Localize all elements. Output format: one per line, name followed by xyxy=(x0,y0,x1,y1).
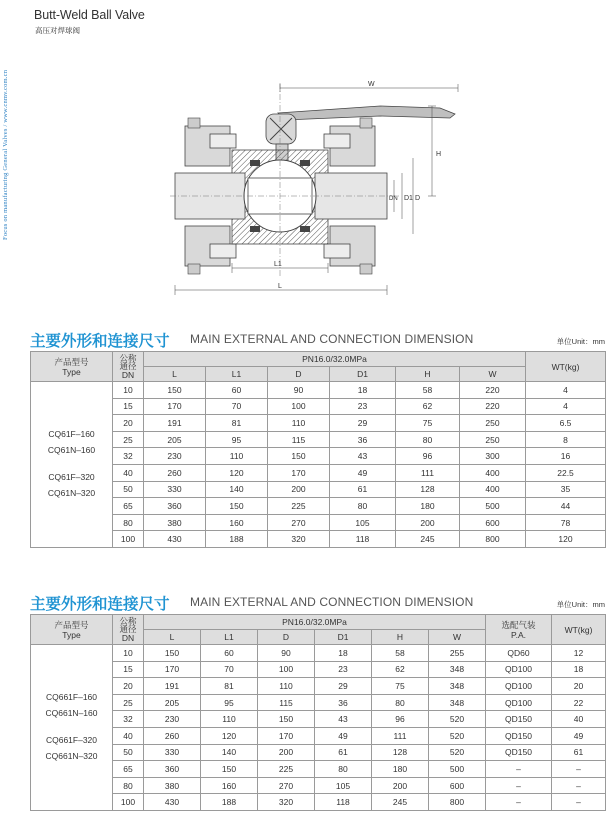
table-cell: 200 xyxy=(258,744,315,761)
table-cell: 22 xyxy=(552,694,606,711)
table-cell: 800 xyxy=(429,794,486,811)
table-cell: 43 xyxy=(315,711,372,728)
table-cell: 58 xyxy=(372,645,429,662)
table-row xyxy=(31,744,606,761)
table-cell: 600 xyxy=(429,777,486,794)
table-cell: 80 xyxy=(372,694,429,711)
header-col-l1: L1 xyxy=(206,367,268,382)
header-col-l: L xyxy=(144,367,206,382)
table-cell: 80 xyxy=(113,514,144,531)
table-cell: 8 xyxy=(526,431,606,448)
type-name: CQ661F–160 xyxy=(45,692,98,703)
header-wt: WT(kg) xyxy=(526,352,606,382)
table-cell: QD100 xyxy=(486,678,552,695)
table-row xyxy=(31,448,606,465)
side-tagline: Focus on manufacturing General Valves / www.cnmv.com.cn xyxy=(2,69,9,240)
table-row xyxy=(31,431,606,448)
table-cell: 160 xyxy=(201,777,258,794)
table-cell: 225 xyxy=(268,498,330,515)
table-cell: 115 xyxy=(258,694,315,711)
table-cell: 32 xyxy=(113,448,144,465)
type-name: CQ61N–320 xyxy=(47,487,96,498)
table-cell: 58 xyxy=(396,382,460,399)
table-cell: 230 xyxy=(144,448,206,465)
table-cell: 110 xyxy=(258,678,315,695)
table-cell: 65 xyxy=(113,498,144,515)
table-cell: 75 xyxy=(396,415,460,432)
section1-header xyxy=(30,329,605,349)
header-type xyxy=(31,615,113,645)
table-cell: 150 xyxy=(258,711,315,728)
table-cell: 600 xyxy=(460,514,526,531)
table-cell: – xyxy=(486,794,552,811)
table-cell: 62 xyxy=(396,398,460,415)
table-cell: 80 xyxy=(330,498,396,515)
table-row xyxy=(31,531,606,548)
table-cell: – xyxy=(486,777,552,794)
header-dn xyxy=(113,615,144,645)
header-wt: WT(kg) xyxy=(552,615,606,645)
table-cell: 110 xyxy=(201,711,258,728)
table-cell: 140 xyxy=(201,744,258,761)
table-cell: 260 xyxy=(144,727,201,744)
table-cell: 61 xyxy=(330,481,396,498)
header-dn xyxy=(113,352,144,382)
table-cell: 20 xyxy=(552,678,606,695)
header-type-en: Type xyxy=(62,629,81,640)
table-cell: 62 xyxy=(372,661,429,678)
table-cell: 96 xyxy=(396,448,460,465)
section2-title-en: MAIN EXTERNAL AND CONNECTION DIMENSION xyxy=(190,595,474,609)
dim-label-l: L xyxy=(278,283,282,290)
table-cell: 70 xyxy=(201,661,258,678)
table-cell: 255 xyxy=(429,645,486,662)
table-cell: QD100 xyxy=(486,694,552,711)
table-cell: 170 xyxy=(258,727,315,744)
table-cell: 500 xyxy=(460,498,526,515)
table-cell: 49 xyxy=(330,464,396,481)
table-row xyxy=(31,415,606,432)
table-cell: 250 xyxy=(460,415,526,432)
header-pa xyxy=(486,615,552,645)
doc-subtitle: 高压对焊球阀 xyxy=(35,26,80,35)
header-pn: PN16.0/32.0MPa xyxy=(144,615,486,630)
table-cell: 81 xyxy=(201,678,258,695)
table-cell: 4 xyxy=(526,382,606,399)
table-cell: 320 xyxy=(268,531,330,548)
table-cell: 200 xyxy=(268,481,330,498)
type-name: CQ661N–320 xyxy=(45,750,98,761)
table-cell: 500 xyxy=(429,761,486,778)
table-row xyxy=(31,661,606,678)
table-cell: 78 xyxy=(526,514,606,531)
table-cell: 150 xyxy=(144,645,201,662)
header-dn-cn1: 公称 xyxy=(119,615,137,626)
table-row xyxy=(31,382,606,399)
table-cell: 81 xyxy=(206,415,268,432)
header-col-l1: L1 xyxy=(201,630,258,645)
table-cell: 20 xyxy=(113,678,144,695)
table-cell: – xyxy=(486,761,552,778)
table-cell: 205 xyxy=(144,694,201,711)
table-cell: 430 xyxy=(144,531,206,548)
table-cell: 16 xyxy=(526,448,606,465)
table-cell: 95 xyxy=(201,694,258,711)
table-cell: – xyxy=(552,761,606,778)
table-cell: 20 xyxy=(113,415,144,432)
table-cell: 380 xyxy=(144,777,201,794)
table-row xyxy=(31,464,606,481)
table-cell: 29 xyxy=(315,678,372,695)
header-col-d: D xyxy=(268,367,330,382)
table-cell: 230 xyxy=(144,711,201,728)
table-cell: 118 xyxy=(315,794,372,811)
table-cell: 220 xyxy=(460,398,526,415)
table-cell: 200 xyxy=(396,514,460,531)
dim-label-d1: D1 xyxy=(404,195,413,202)
dim-label-l1: L1 xyxy=(274,261,282,268)
dimension-table-2 xyxy=(30,614,606,811)
table-cell: 80 xyxy=(396,431,460,448)
table-cell: 65 xyxy=(113,761,144,778)
header-col-h: H xyxy=(372,630,429,645)
header-pn: PN16.0/32.0MPa xyxy=(144,352,526,367)
table-cell: 70 xyxy=(206,398,268,415)
table-cell: 32 xyxy=(113,711,144,728)
table-cell: 100 xyxy=(113,531,144,548)
type-name: CQ61F–160 xyxy=(48,429,95,440)
header-col-d1: D1 xyxy=(315,630,372,645)
table-cell: 118 xyxy=(330,531,396,548)
table-cell: 61 xyxy=(315,744,372,761)
type-name: CQ661F–320 xyxy=(45,735,98,746)
table-cell: 43 xyxy=(330,448,396,465)
table-cell: 188 xyxy=(206,531,268,548)
table-cell: QD150 xyxy=(486,711,552,728)
table-cell: 22.5 xyxy=(526,464,606,481)
table-cell: 23 xyxy=(330,398,396,415)
section2-title-cn: 主要外形和连接尺寸 xyxy=(30,596,170,613)
section1-unit: 单位Unit：mm xyxy=(556,337,605,346)
table-cell: 100 xyxy=(268,398,330,415)
table-cell: 40 xyxy=(552,711,606,728)
table-cell: 348 xyxy=(429,661,486,678)
section1-title-en: MAIN EXTERNAL AND CONNECTION DIMENSION xyxy=(190,332,474,346)
table-cell: 60 xyxy=(206,382,268,399)
table-cell: 10 xyxy=(113,645,144,662)
table-cell: 95 xyxy=(206,431,268,448)
table-cell: 111 xyxy=(372,727,429,744)
table-cell: 18 xyxy=(552,661,606,678)
dim-label-w: W xyxy=(368,81,375,88)
table-cell: 300 xyxy=(460,448,526,465)
table-cell: 225 xyxy=(258,761,315,778)
table-cell: 180 xyxy=(372,761,429,778)
table-cell: QD60 xyxy=(486,645,552,662)
table-cell: 270 xyxy=(268,514,330,531)
header-dn-cn1: 公称 xyxy=(119,352,137,363)
table-cell: 25 xyxy=(113,694,144,711)
table-cell: 100 xyxy=(258,661,315,678)
header-col-d1: D1 xyxy=(330,367,396,382)
table-cell: 36 xyxy=(330,431,396,448)
table-row xyxy=(31,514,606,531)
table-cell: 110 xyxy=(268,415,330,432)
table-cell: 115 xyxy=(268,431,330,448)
table-cell: 128 xyxy=(372,744,429,761)
table-cell: 360 xyxy=(144,498,206,515)
type-gap xyxy=(31,721,112,733)
table-row xyxy=(31,727,606,744)
table-cell: 90 xyxy=(268,382,330,399)
header-dn-cn2: 通径 xyxy=(119,624,137,635)
table-cell: 40 xyxy=(113,727,144,744)
header-dn-en: DN xyxy=(121,632,135,643)
table-cell: 120 xyxy=(206,464,268,481)
table-cell: 44 xyxy=(526,498,606,515)
table-cell: 6.5 xyxy=(526,415,606,432)
table-cell: 205 xyxy=(144,431,206,448)
table-cell: 61 xyxy=(552,744,606,761)
table-cell: 150 xyxy=(201,761,258,778)
table-cell: 18 xyxy=(330,382,396,399)
table-cell: QD100 xyxy=(486,661,552,678)
header-pa-cn: 选配气装 xyxy=(501,619,536,630)
table-cell: 10 xyxy=(113,382,144,399)
section2-header xyxy=(30,592,605,612)
table-cell: 25 xyxy=(113,431,144,448)
table-cell: 400 xyxy=(460,464,526,481)
table-cell: 15 xyxy=(113,398,144,415)
table-cell: 170 xyxy=(144,661,201,678)
section2-unit: 单位Unit：mm xyxy=(556,600,605,609)
table-cell: 245 xyxy=(372,794,429,811)
header-dn-en: DN xyxy=(121,369,135,380)
header-pa-en: P.A. xyxy=(511,629,526,640)
header-type-cn: 产品型号 xyxy=(54,356,89,367)
table-cell: 105 xyxy=(330,514,396,531)
table-cell: 800 xyxy=(460,531,526,548)
type-name: CQ61F–320 xyxy=(48,472,95,483)
table-row xyxy=(31,711,606,728)
table-cell: 360 xyxy=(144,761,201,778)
table-row xyxy=(31,694,606,711)
doc-title: Butt-Weld Ball Valve xyxy=(34,8,145,22)
header-col-d: D xyxy=(258,630,315,645)
table-row xyxy=(31,398,606,415)
section1-title-cn: 主要外形和连接尺寸 xyxy=(30,333,170,350)
table-cell: QD150 xyxy=(486,727,552,744)
table-cell: – xyxy=(552,777,606,794)
header-col-h: H xyxy=(396,367,460,382)
type-name: CQ661N–160 xyxy=(45,707,98,718)
table-cell: 250 xyxy=(460,431,526,448)
table-cell: 50 xyxy=(113,744,144,761)
table-cell: 49 xyxy=(315,727,372,744)
table-cell: 15 xyxy=(113,661,144,678)
type-cell xyxy=(31,382,113,548)
table-cell: 200 xyxy=(372,777,429,794)
table-cell: 260 xyxy=(144,464,206,481)
table-cell: QD150 xyxy=(486,744,552,761)
table-cell: 128 xyxy=(396,481,460,498)
table-row xyxy=(31,777,606,794)
table-cell: 380 xyxy=(144,514,206,531)
table-cell: 40 xyxy=(113,464,144,481)
table-cell: 180 xyxy=(396,498,460,515)
table-cell: 105 xyxy=(315,777,372,794)
table-cell: 35 xyxy=(526,481,606,498)
table-row xyxy=(31,794,606,811)
table-row xyxy=(31,678,606,695)
header-col-w: W xyxy=(429,630,486,645)
table-cell: 170 xyxy=(144,398,206,415)
header-col-l: L xyxy=(144,630,201,645)
header-type-cn: 产品型号 xyxy=(54,619,89,630)
type-name: CQ61N–160 xyxy=(47,444,96,455)
table-cell: 110 xyxy=(206,448,268,465)
table-cell: 140 xyxy=(206,481,268,498)
table-cell: 245 xyxy=(396,531,460,548)
table-cell: 49 xyxy=(552,727,606,744)
dim-label-dn: DN xyxy=(389,196,398,202)
table-cell: 80 xyxy=(315,761,372,778)
table-cell: 50 xyxy=(113,481,144,498)
table-row xyxy=(31,481,606,498)
header-type-en: Type xyxy=(62,366,81,377)
table-cell: 520 xyxy=(429,727,486,744)
valve-body xyxy=(170,83,455,278)
table-cell: 29 xyxy=(330,415,396,432)
table-cell: 150 xyxy=(206,498,268,515)
header-col-w: W xyxy=(460,367,526,382)
table-cell: 90 xyxy=(258,645,315,662)
valve-drawing xyxy=(170,78,470,300)
table-cell: 330 xyxy=(144,744,201,761)
table-cell: 520 xyxy=(429,711,486,728)
header-type xyxy=(31,352,113,382)
table-cell: 220 xyxy=(460,382,526,399)
table-cell: 330 xyxy=(144,481,206,498)
table-cell: 120 xyxy=(526,531,606,548)
table-cell: 60 xyxy=(201,645,258,662)
table-cell: 96 xyxy=(372,711,429,728)
table-cell: 188 xyxy=(201,794,258,811)
table-cell: 23 xyxy=(315,661,372,678)
table-cell: 100 xyxy=(113,794,144,811)
table-cell: 75 xyxy=(372,678,429,695)
dimension-table-1 xyxy=(30,351,606,548)
table-cell: 320 xyxy=(258,794,315,811)
table-cell: 18 xyxy=(315,645,372,662)
table-cell: 348 xyxy=(429,694,486,711)
table-cell: 270 xyxy=(258,777,315,794)
table-cell: 191 xyxy=(144,678,201,695)
table-cell: – xyxy=(552,794,606,811)
table-cell: 36 xyxy=(315,694,372,711)
table-cell: 111 xyxy=(396,464,460,481)
table-cell: 191 xyxy=(144,415,206,432)
dim-label-d: D xyxy=(415,195,421,202)
table-cell: 400 xyxy=(460,481,526,498)
table-row xyxy=(31,498,606,515)
table-cell: 150 xyxy=(268,448,330,465)
type-gap xyxy=(31,458,112,470)
table-cell: 120 xyxy=(201,727,258,744)
table-cell: 170 xyxy=(268,464,330,481)
table-cell: 348 xyxy=(429,678,486,695)
header-dn-cn2: 通径 xyxy=(119,361,137,372)
table-cell: 80 xyxy=(113,777,144,794)
table-row xyxy=(31,761,606,778)
table-cell: 430 xyxy=(144,794,201,811)
table-cell: 160 xyxy=(206,514,268,531)
table-row xyxy=(31,645,606,662)
table-cell: 150 xyxy=(144,382,206,399)
dim-label-h: H xyxy=(436,151,442,158)
table-cell: 520 xyxy=(429,744,486,761)
type-cell xyxy=(31,645,113,811)
table-cell: 4 xyxy=(526,398,606,415)
table-cell: 12 xyxy=(552,645,606,662)
